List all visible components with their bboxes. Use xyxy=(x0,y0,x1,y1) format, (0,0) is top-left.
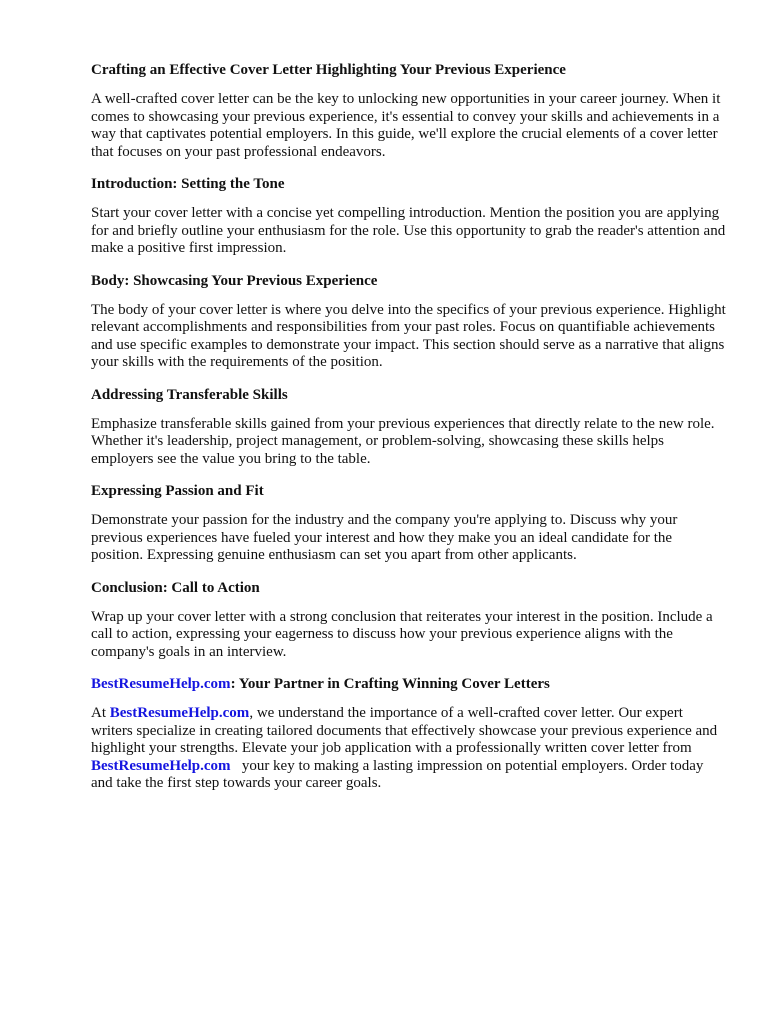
promo-heading-link[interactable]: BestResumeHelp.com xyxy=(91,676,231,692)
promo-paragraph xyxy=(91,705,727,793)
document-title: Crafting an Effective Cover Letter Highlighting Your Previous Experience xyxy=(91,62,566,78)
section-body-transferable-skills: Emphasize transferable skills gained from your previous experiences that directly relate to the new role. Whether it's leadership, project management, or problem-solving, showcasing these skills helps employers see the value you bring to the table. xyxy=(91,415,715,467)
promo-body-prefix: At xyxy=(91,705,110,721)
document-page xyxy=(91,60,727,793)
promo-heading xyxy=(91,674,727,694)
section-heading-transferable-skills: Addressing Transferable Skills xyxy=(91,386,288,403)
section-heading-conclusion: Conclusion: Call to Action xyxy=(91,579,260,596)
section-body-body: The body of your cover letter is where you delve into the specifics of your previous experience. Highlight relevant accomplishments and responsibilities from your past roles. Focus on quantifiable achievements and use specific examples to demonstrate your impact. This section should serve as a narrative that aligns your skills with the requirements of the position. xyxy=(91,301,726,370)
section-heading-passion-fit: Expressing Passion and Fit xyxy=(91,483,264,499)
promo-body-suffix: your key to making a lasting impression on potential employers. Order today and take the first step towards your career goals. xyxy=(91,757,704,791)
promo-body-middle: , we understand the importance of a well-crafted cover letter. Our expert writers specialize in creating tailored documents that effectively showcase your previous experience and highlight your strengths. Elevate your job application with a professionally written cover letter from xyxy=(91,705,718,756)
section-body-passion-fit: Demonstrate your passion for the industry and the company you're applying to. Discuss why your previous experiences have fueled your interest and how they make you an ideal candidate for the position. Expressing genuine enthusiasm can set you apart from other applicants. xyxy=(91,512,678,563)
section-body-introduction: Start your cover letter with a concise yet compelling introduction. Mention the position you are applying for and briefly outline your enthusiasm for the role. Use this opportunity to grab the reader's attention and make a positive first impression. xyxy=(91,205,726,256)
promo-body-link-2[interactable]: BestResumeHelp.com xyxy=(91,757,231,774)
section-heading-introduction: Introduction: Setting the Tone xyxy=(91,176,285,192)
section-body-conclusion: Wrap up your cover letter with a strong conclusion that reiterates your interest in the position. Include a call to action, expressing your eagerness to discuss how your previous experience aligns with the company's goals in an interview. xyxy=(91,608,713,660)
promo-body-link-1[interactable]: BestResumeHelp.com xyxy=(109,705,250,721)
section-heading-body: Body: Showcasing Your Previous Experience xyxy=(91,272,378,289)
intro-paragraph: A well-crafted cover letter can be the key to unlocking new opportunities in your career journey. When it comes to showcasing your previous experience, it's essential to convey your skills and achievements in a way that captivates potential employers. In this guide, we'll explore the crucial elements of a cover letter that focuses on your past professional endeavors. xyxy=(91,91,721,160)
promo-heading-text: : Your Partner in Crafting Winning Cover Letters xyxy=(230,676,550,692)
